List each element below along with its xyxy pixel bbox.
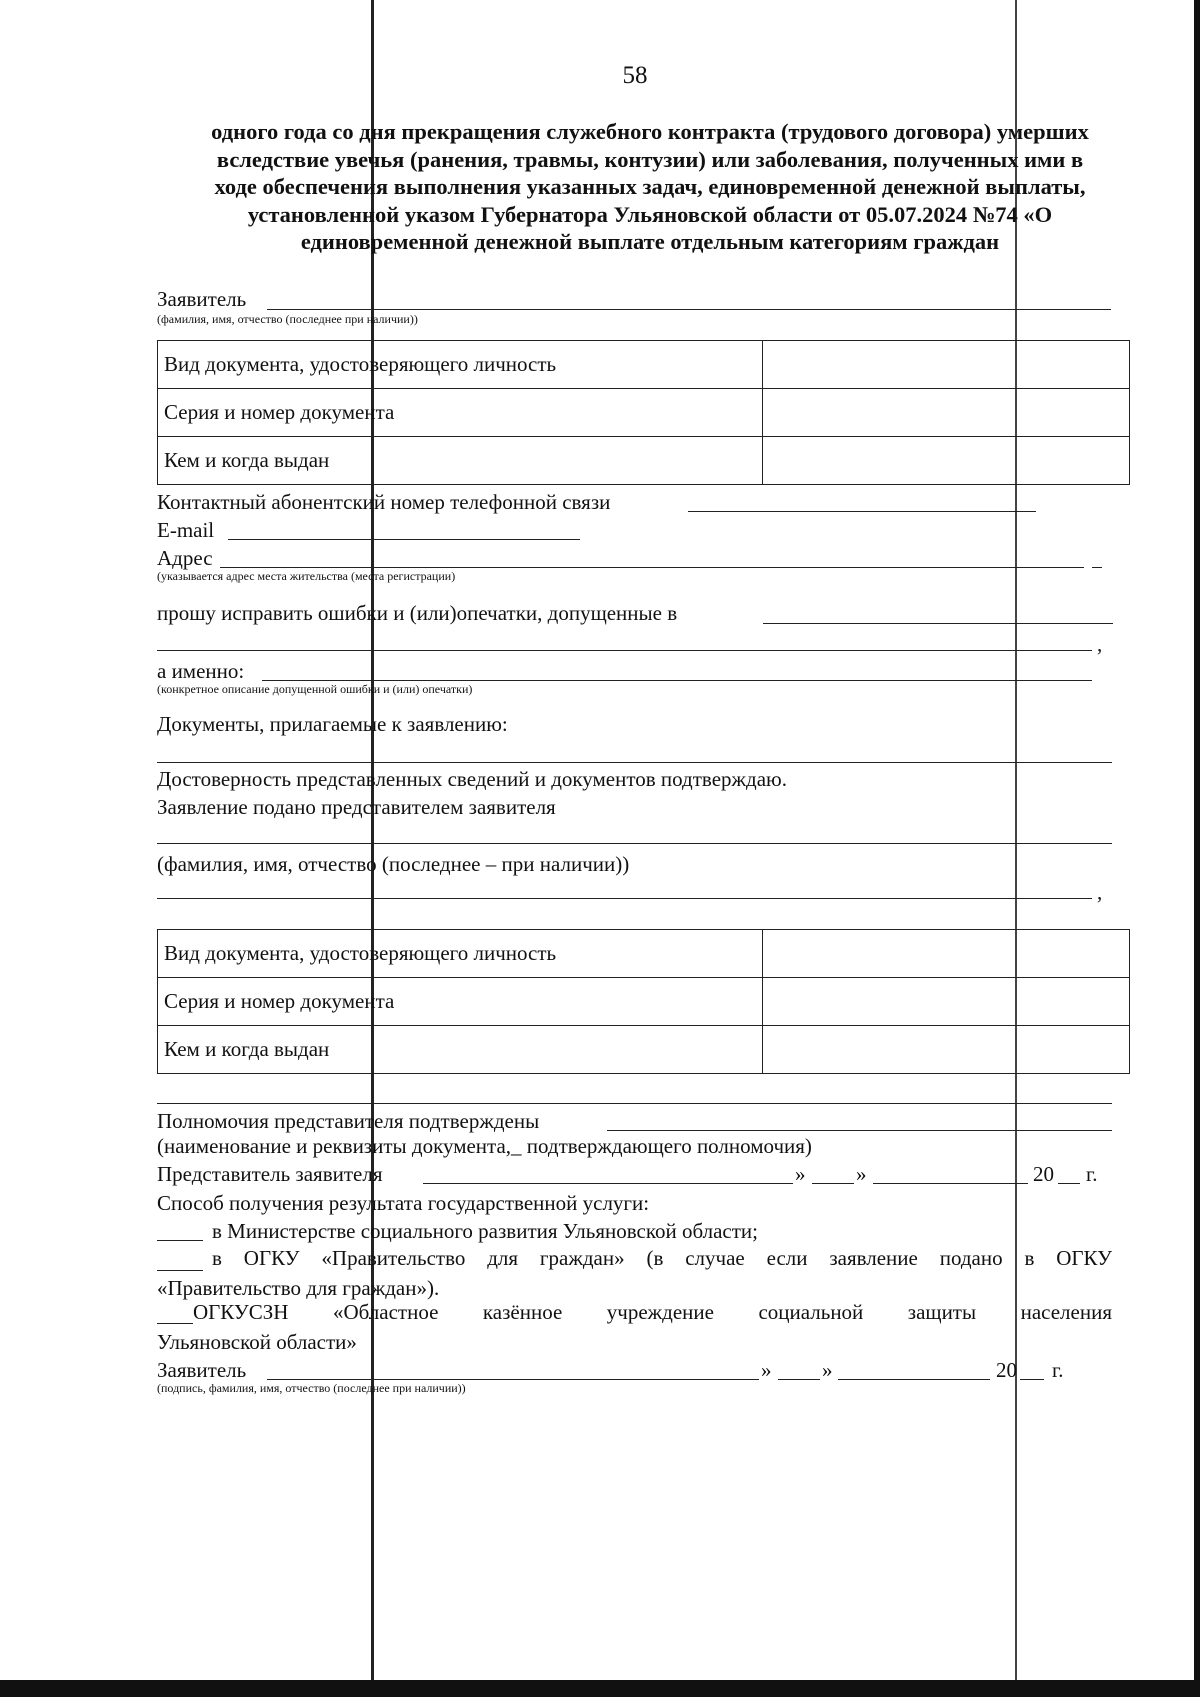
email-field[interactable] <box>228 539 580 540</box>
quote-mark: » <box>856 1162 867 1186</box>
rep-date-day-field[interactable] <box>812 1183 854 1184</box>
title-line: ходе обеспечения выполнения указанных задач, единовременной денежной выплаты, <box>214 174 1086 199</box>
table-row <box>158 1026 1130 1074</box>
document-title <box>150 118 1150 256</box>
applicant-label: Заявитель <box>157 287 247 311</box>
year-prefix: 20 <box>996 1358 1017 1382</box>
authority-hint: (наименование и реквизиты документа,_ подтверждающего полномочия) <box>157 1134 812 1158</box>
address-field-tail <box>1092 567 1102 568</box>
title-line: единовременной денежной выплате отдельным категориям граждан <box>300 229 1000 254</box>
email-label: E-mail <box>157 518 215 542</box>
method-option2-checkbox[interactable] <box>157 1270 203 1271</box>
rep-date-year-field[interactable] <box>1058 1183 1080 1184</box>
applicant-id-table <box>157 340 1130 485</box>
namely-field[interactable] <box>262 680 1092 681</box>
request-target-field[interactable] <box>763 623 1113 624</box>
method-option2-line1: в ОГКУ «Правительство для граждан» (в случае если заявление подано в ОГКУ <box>212 1246 1112 1270</box>
table-row <box>158 341 1130 389</box>
method-option3-line1: ОГКУСЗН «Областное казённое учреждение социальной защиты населения <box>193 1300 1112 1324</box>
namely-hint: (конкретное описание допущенной ошибки и (или) опечатки) <box>157 682 473 696</box>
address-label: Адрес <box>157 546 213 570</box>
id-doc-number-label: Серия и номер документа <box>158 389 763 437</box>
address-field[interactable] <box>220 567 1084 568</box>
title-line: одного года со дня прекращения служебного контракта (трудового договора) умерших <box>211 119 1089 144</box>
rep-date-month-field[interactable] <box>873 1183 1028 1184</box>
method-option2-line2: «Правительство для граждан»). <box>157 1276 440 1300</box>
method-option3-checkbox[interactable] <box>157 1323 193 1324</box>
method-option3-line2: Ульяновской области» <box>157 1330 357 1354</box>
table-row <box>158 930 1130 978</box>
signature-date-year-field[interactable] <box>1020 1379 1044 1380</box>
signature-field[interactable] <box>267 1379 759 1380</box>
representative-hint: (фамилия, имя, отчество (последнее – при наличии)) <box>157 852 630 876</box>
representative-extra-field[interactable] <box>157 898 1092 899</box>
comma: , <box>1097 880 1103 904</box>
rep-id-doc-number-field[interactable] <box>763 978 1130 1026</box>
comma: , <box>1097 632 1103 656</box>
signature-hint: (подпись, фамилия, имя, отчество (последнее при наличии)) <box>157 1381 466 1395</box>
rep-id-doc-issued-label: Кем и когда выдан <box>158 1026 763 1074</box>
signature-label: Заявитель <box>157 1358 247 1382</box>
table-row <box>158 978 1130 1026</box>
documents-field[interactable] <box>157 762 1112 763</box>
authority-label: Полномочия представителя подтверждены <box>157 1109 540 1133</box>
authority-field[interactable] <box>607 1130 1112 1131</box>
title-line: вследствие увечья (ранения, травмы, контузии) или заболевания, полученных ими в <box>216 146 1084 172</box>
signature-date-month-field[interactable] <box>838 1379 990 1380</box>
method-option1-label: в Министерстве социального развития Ульяновской области; <box>212 1219 758 1243</box>
rep-id-doc-type-field[interactable] <box>763 930 1130 978</box>
id-doc-issued-field[interactable] <box>763 437 1130 485</box>
rep-id-doc-type-label: Вид документа, удостоверяющего личность <box>158 930 763 978</box>
documents-label: Документы, прилагаемые к заявлению: <box>157 712 508 736</box>
table-row <box>158 389 1130 437</box>
applicant-name-field[interactable] <box>267 309 1111 310</box>
year-suffix: г. <box>1086 1162 1098 1186</box>
quote-mark: » <box>795 1162 806 1186</box>
quote-mark: » <box>822 1358 833 1382</box>
signature-date-day-field[interactable] <box>778 1379 820 1380</box>
phone-label: Контактный абонентский номер телефонной связи <box>157 490 611 514</box>
id-doc-number-field[interactable] <box>763 389 1130 437</box>
scan-border-right <box>1194 0 1200 1697</box>
rep-signature-label: Представитель заявителя <box>157 1162 383 1186</box>
quote-mark: » <box>761 1358 772 1382</box>
separator-line <box>157 1103 1112 1104</box>
rep-signature-field[interactable] <box>423 1183 793 1184</box>
representative-id-table <box>157 929 1130 1074</box>
id-doc-type-label: Вид документа, удостоверяющего личность <box>158 341 763 389</box>
rep-id-doc-issued-field[interactable] <box>763 1026 1130 1074</box>
request-target-field-line2[interactable] <box>157 650 1092 651</box>
year-prefix: 20 <box>1033 1162 1054 1186</box>
representative-name-field[interactable] <box>157 843 1112 844</box>
namely-label: а именно: <box>157 659 245 683</box>
method-label: Способ получения результата государственной услуги: <box>157 1191 650 1215</box>
id-doc-issued-label: Кем и когда выдан <box>158 437 763 485</box>
applicant-hint: (фамилия, имя, отчество (последнее при наличии)) <box>157 312 418 326</box>
phone-field[interactable] <box>688 511 1036 512</box>
id-doc-type-field[interactable] <box>763 341 1130 389</box>
table-row <box>158 437 1130 485</box>
method-option1-checkbox[interactable] <box>157 1240 203 1241</box>
address-hint: (указывается адрес места жительства (места регистрации) <box>157 569 456 583</box>
request-text: прошу исправить ошибки и (или)опечатки, допущенные в <box>157 601 678 625</box>
representative-text: Заявление подано представителем заявителя <box>157 795 556 819</box>
page-number: 58 <box>622 62 648 89</box>
confirm-text: Достоверность представленных сведений и документов подтверждаю. <box>157 767 787 791</box>
rep-id-doc-number-label: Серия и номер документа <box>158 978 763 1026</box>
scan-border-bottom <box>0 1680 1200 1697</box>
title-line: установленной указом Губернатора Ульяновской области от 05.07.2024 №74 «О <box>247 201 1053 227</box>
year-suffix: г. <box>1052 1358 1064 1382</box>
